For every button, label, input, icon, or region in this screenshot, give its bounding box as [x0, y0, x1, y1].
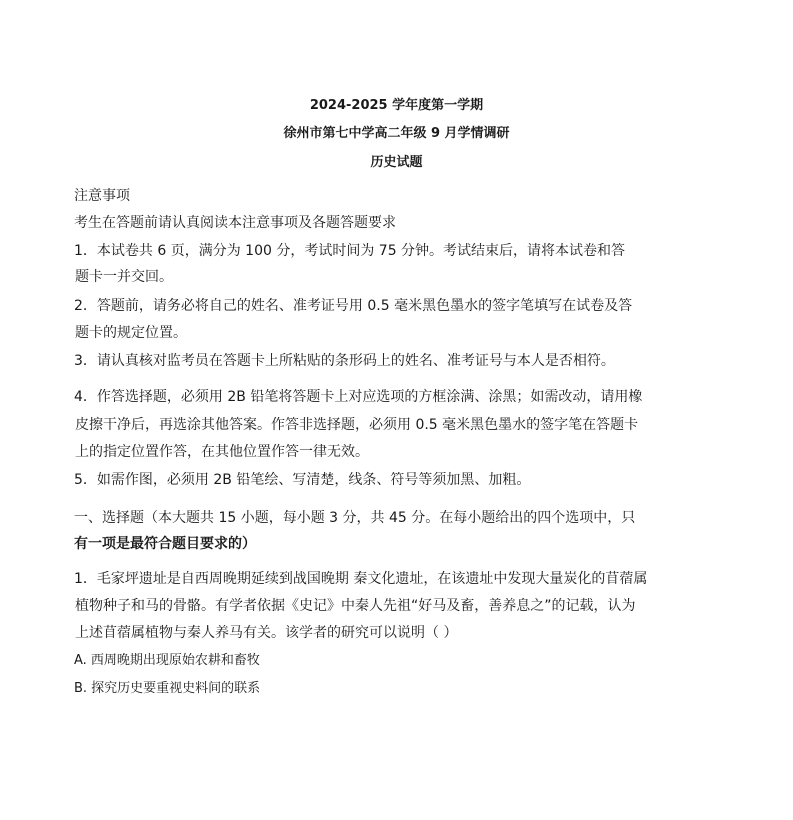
- question-1-line-1: 1．毛家坪遗址是自西周晚期延续到战国晚期 秦文化遗址，在该遗址中发现大量炭化的苜蓿属: [74, 571, 648, 587]
- notice-intro: 考生在答题前请认真阅读本注意事项及各题答题要求: [74, 215, 396, 231]
- notice-line-4: 4．作答选择题，必须用 2B 铅笔将答题卡上对应选项的方框涂满、涂黑；如需改动，请用橡: [74, 389, 643, 405]
- question-1-line-3: 上述苜蓿属植物与秦人养马有关。该学者的研究可以说明（ ）: [75, 625, 458, 641]
- notice-line-5: 5．如需作图，必须用 2B 铅笔绘、写清楚，线条、符号等须加黑、加粗。: [74, 472, 531, 488]
- notice-line-4-cont2: 上的指定位置作答，在其他位置作答一律无效。: [75, 444, 369, 460]
- question-1-option-a: A. 西周晚期出现原始农耕和畜牧: [74, 653, 260, 668]
- section-heading: 一、选择题（本大题共 15 小题，每小题 3 分，共 45 分。在每小题给出的四个选项中，只: [74, 510, 636, 526]
- question-1-line-2: 植物种子和马的骨骼。有学者依据《史记》中秦人先祖“好马及畜，善养息之”的记载，认为: [75, 598, 636, 614]
- notice-line-2-cont: 题卡的规定位置。: [75, 325, 187, 341]
- section-heading-cont: 有一项是最符合题目要求的）: [74, 536, 256, 552]
- title-subject: 历史试题: [370, 155, 423, 170]
- notice-heading: 注意事项: [74, 188, 130, 204]
- question-1-option-b: B. 探究历史要重视史料间的联系: [74, 681, 261, 696]
- notice-line-1-cont: 题卡一并交回。: [75, 269, 173, 285]
- notice-line-1: 1．本试卷共 6 页，满分为 100 分，考试时间为 75 分钟。考试结束后，请将本试卷和答: [74, 243, 626, 259]
- title-year: 2024-2025 学年度第一学期: [309, 98, 484, 113]
- notice-line-2: 2．答题前，请务必将自己的姓名、准考证号用 0.5 毫米黑色墨水的签字笔填写在试卷及答: [74, 298, 633, 314]
- title-school: 徐州市第七中学高二年级 9 月学情调研: [283, 126, 510, 141]
- notice-line-4-cont1: 皮擦干净后，再选涂其他答案。作答非选择题，必须用 0.5 毫米黑色墨水的签字笔在答题卡: [75, 417, 639, 433]
- notice-line-3: 3．请认真核对监考员在答题卡上所粘贴的条形码上的姓名、准考证号与本人是否相符。: [74, 353, 615, 369]
